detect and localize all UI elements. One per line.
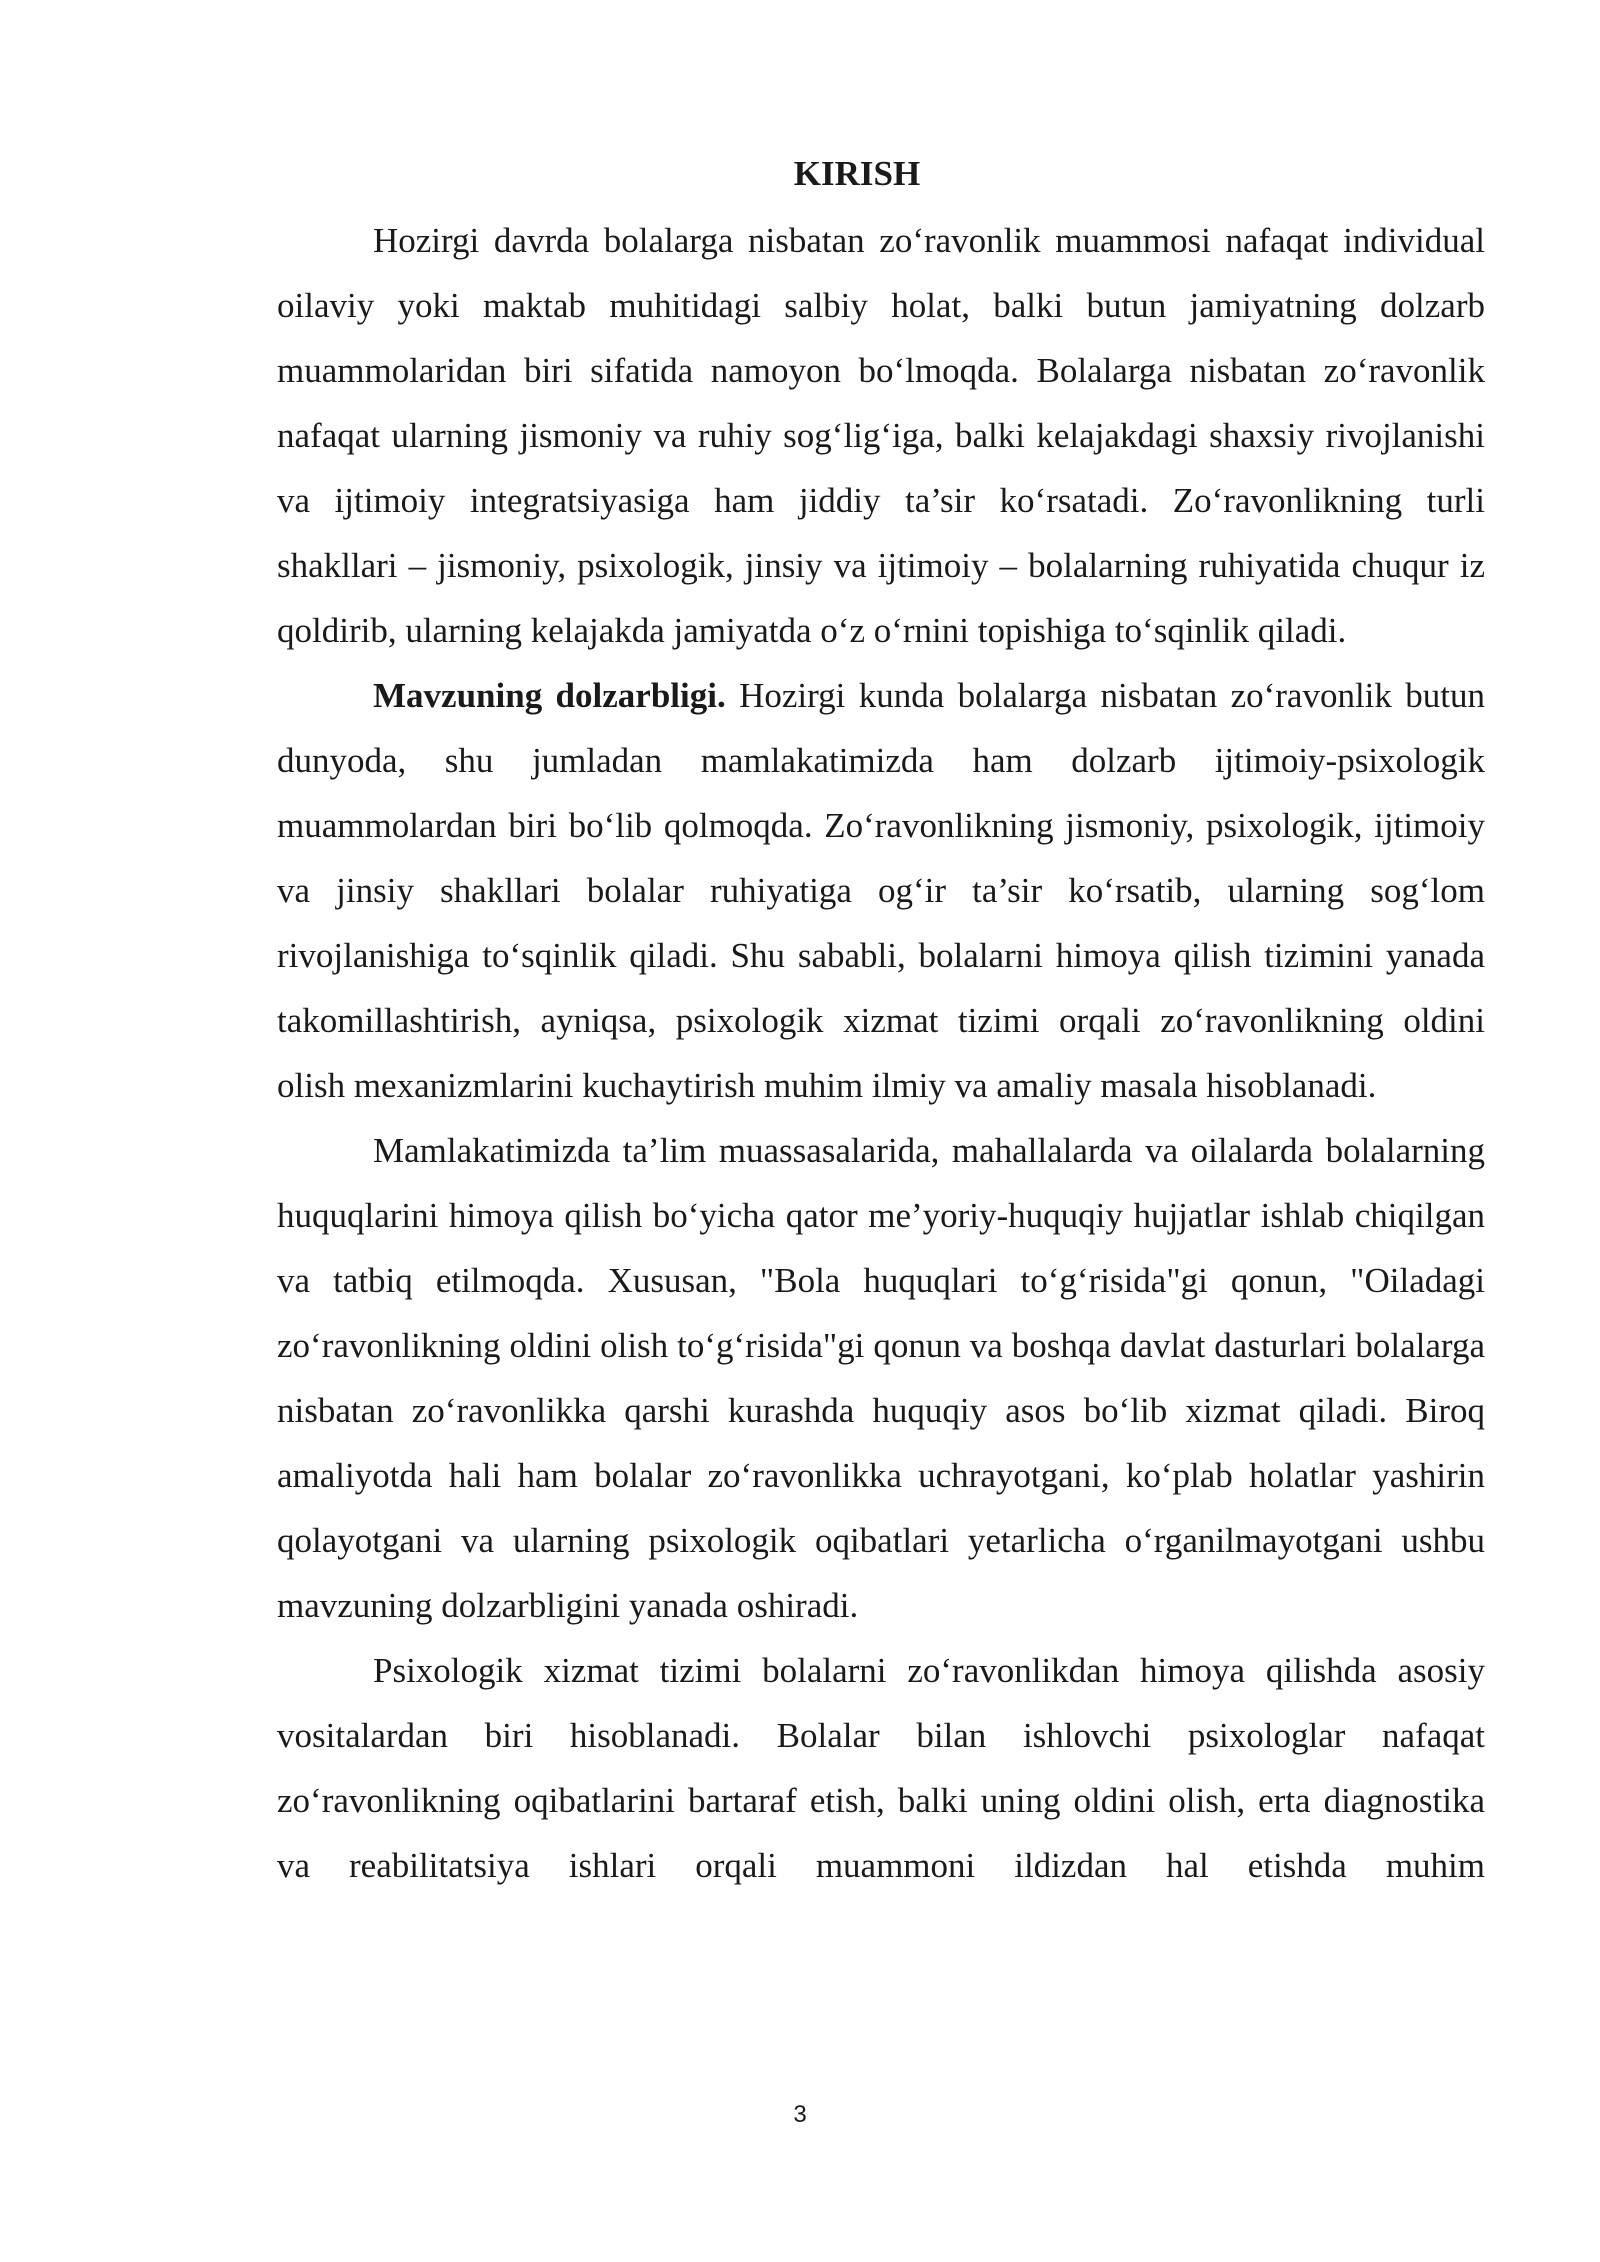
paragraph-text: Hozirgi davrda bolalarga nisbatan zo‘ravonlik muammosi nafaqat individual oilaviy yoki maktab muhitidagi salbiy holat, balki butun jamiyatning dolzarb muammolaridan biri sifatida namoyon bo‘lmoqda. Bolalarga nisbatan zo‘ravonlik nafaqat ularning jismoniy va ruhiy sog‘lig‘iga, balki kelajakdagi shaxsiy rivojlanishi va ijtimoiy integratsiyasiga ham jiddiy ta’sir ko‘rsatadi. Zo‘ravonlikning turli shakllari – jismoniy, psixologik, jinsiy va ijtimoiy – bolalarning ruhiyatida chuqur iz qoldirib, ularning kelajakda jamiyatda o‘z o‘rnini topishiga to‘sqinlik qiladi. <box>277 221 1485 650</box>
page-number: 3 <box>793 2101 807 2128</box>
paragraph-lead: Mavzuning dolzarbligi. <box>373 676 726 715</box>
paragraph-text: Mamlakatimizda ta’lim muassasalarida, mahallalarda va oilalarda bolalarning huquqlarini himoya qilish bo‘yicha qator me’yoriy-huquqiy hujjatlar ishlab chiqilgan va tatbiq etilmoqda. Xususan, "Bola huquqlari to‘g‘risida"gi qonun, "Oiladagi zo‘ravonlikning oldini olish to‘g‘risida"gi qonun va boshqa davlat dasturlari bolalarga nisbatan zo‘ravonlikka qarshi kurashda huquqiy asos bo‘lib xizmat qiladi. Biroq amaliyotda hali ham bolalar zo‘ravonlikka uchrayotgani, ko‘plab holatlar yashirin qolayotgani va ularning psixologik oqibatlari yetarlicha o‘rganilmayotgani ushbu mavzuning dolzarbligini yanada oshiradi. <box>277 1131 1485 1625</box>
body-text <box>277 208 1485 1898</box>
paragraph-legal-basis <box>277 1118 1485 1638</box>
paragraph-text: Psixologik xizmat tizimi bolalarni zo‘ravonlikdan himoya qilishda asosiy vositalardan biri hisoblanadi. Bolalar bilan ishlovchi psixologlar nafaqat zo‘ravonlikning oqibatlarini bartaraf etish, balki uning oldini olish, erta diagnostika va reabilitatsiya ishlari orqali muammoni ildizdan hal etishda muhim <box>277 1651 1485 1885</box>
paragraph-intro <box>277 208 1485 663</box>
section-title: KIRISH <box>793 154 921 193</box>
paragraph-text: Hozirgi kunda bolalarga nisbatan zo‘ravonlik butun dunyoda, shu jumladan mamlakatimizda ham dolzarb ijtimoiy-psixologik muammolardan biri bo‘lib qolmoqda. Zo‘ravonlikning jismoniy, psixologik, ijtimoiy va jinsiy shakllari bolalar ruhiyatiga og‘ir ta’sir ko‘rsatib, ularning sog‘lom rivojlanishiga to‘sqinlik qiladi. Shu sababli, bolalarni himoya qilish tizimini yanada takomillashtirish, ayniqsa, psixologik xizmat tizimi orqali zo‘ravonlikning oldini olish mexanizmlarini kuchaytirish muhim ilmiy va amaliy masala hisoblanadi. <box>277 676 1485 1105</box>
paragraph-relevance <box>277 663 1485 1118</box>
paragraph-psych-service <box>277 1638 1485 1898</box>
